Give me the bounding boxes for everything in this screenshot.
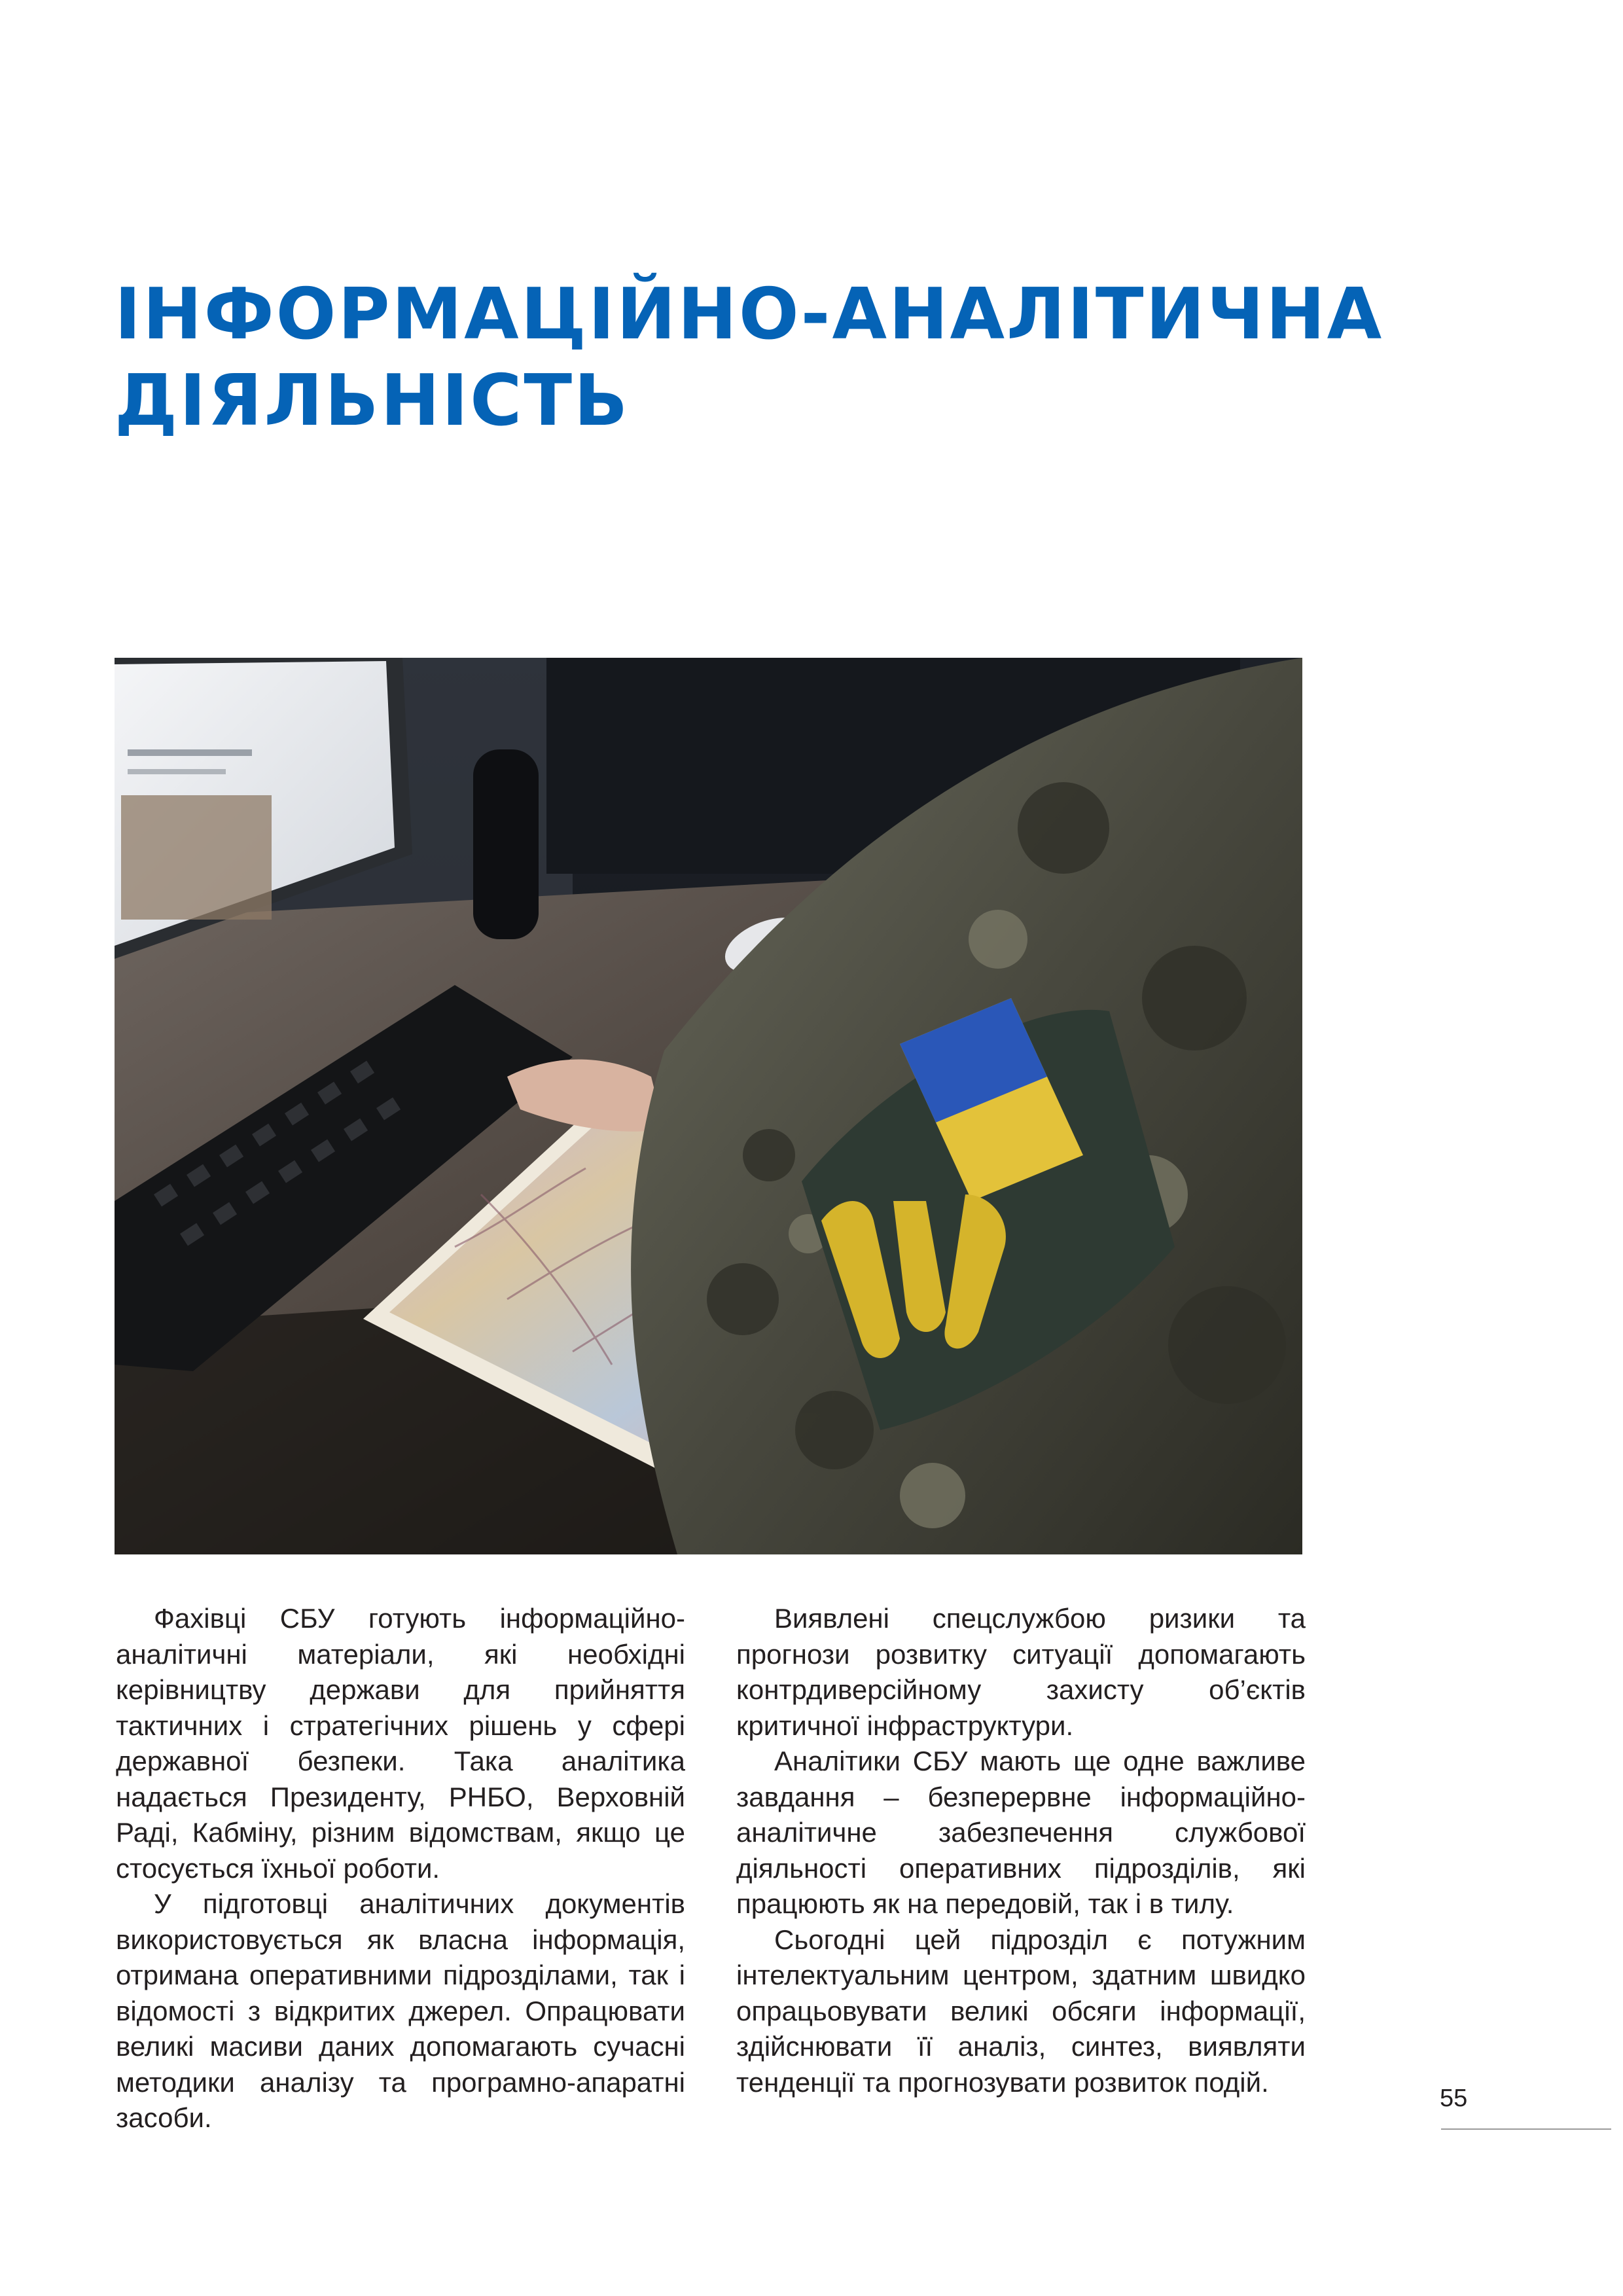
page-number: 55 bbox=[1440, 2085, 1468, 2112]
paragraph: Виявлені спецслужбою ризики та прогнози розвитку ситуації допомагають контрдиверсійному захисту об’єктів критичної інфраструктури. bbox=[736, 1603, 1306, 1741]
paragraph: Аналітики СБУ мають ще одне важливе завдання – безперервне інформаційно-аналітичне забезпечення службової діяльності оперативних підрозділів, які працюють як на передовій, так і в тилу. bbox=[736, 1746, 1306, 1919]
paragraph: У підготовці аналітичних документів використовується як власна інформація, отримана оперативними підрозділами, так і відомості з відкритих джерел. Опрацювати великі масиви даних допомагають сучасні методики аналізу та програмно-апаратні засоби. bbox=[116, 1888, 685, 2133]
page-title-line-1: ІНФОРМАЦІЙНО-АНАЛІТИЧНА bbox=[115, 274, 1384, 355]
paragraph: Фахівці СБУ готують інформаційно-аналітичні матеріали, які необхідні керівництву держави для прийняття тактичних і стратегічних рішень у сфері державної безпеки. Така аналітика надається Президенту, РНБО, Верховній Раді, Кабміну, різним відомствам, якщо це стосується їхньої роботи. bbox=[116, 1603, 685, 1884]
body-right-column bbox=[736, 1601, 1306, 2100]
body-left-column bbox=[116, 1601, 685, 2136]
analyst-photo bbox=[115, 658, 1302, 1554]
paragraph: Сьогодні цей підрозділ є потужним інтелектуальним центром, здатним швидко опрацьовувати великі обсяги інформації, здійснювати її аналіз, синтез, виявляти тенденції та прогнозувати розвиток подій. bbox=[736, 1924, 1306, 2098]
page-title bbox=[115, 272, 1489, 444]
page-number-rule bbox=[1441, 2128, 1611, 2130]
page-title-line-2: ДІЯЛЬНІСТЬ bbox=[115, 360, 630, 442]
